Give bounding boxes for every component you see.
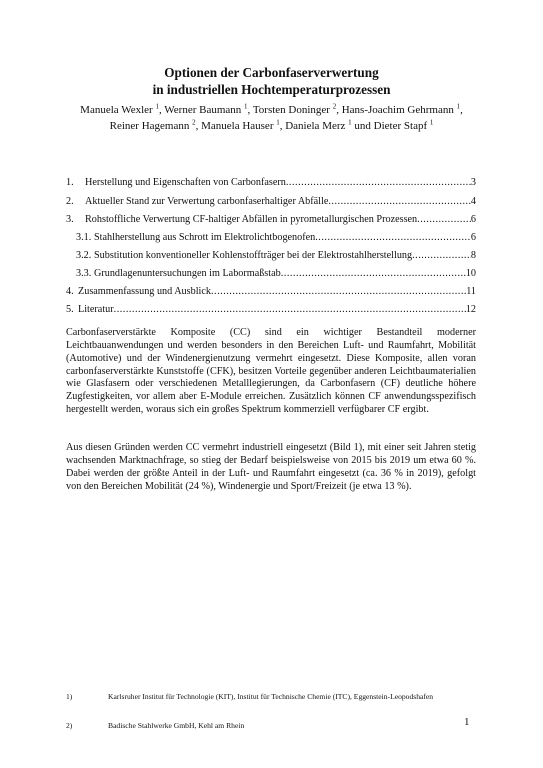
author-separator: , [247, 104, 253, 116]
author-separator: , [336, 104, 342, 116]
paper-title [0, 64, 543, 98]
author-separator: , [460, 104, 463, 116]
body-paragraph: Carbonfaserverstärkte Komposite (CC) sind ein wichtiger Bestandteil moderner Leichtbauanwendungen und werden besonders in den Bereichen Luft- und Raumfahrt, Mobilität (Automotive) und der Windenergienutzung vermehrt eingesetzt. Diese Komposite, allen voran carbonfaserverstärkte Kunststoffe (CFK), besitzen Vorteile gegenüber anderen Leichtbaumaterialien wie Glasfasern oder verschiedenen Metalllegierungen, da Carbonfasern (CF) deutliche höhere Zugfestigkeiten, vor allem aber E-Module erreichen. Zusätzlich können CF anwendungsspezifisch hergestellt werden, woraus sich ein großes Spektrum kommerziell verfügbarer CF ergibt. [66, 327, 476, 416]
toc-entry[interactable] [66, 177, 476, 188]
author-name: Werner Baumann [164, 104, 242, 116]
title-line-1: Optionen der Carbonfaserverwertung [164, 65, 379, 80]
author-separator: und [351, 120, 374, 132]
affiliation-mark: 1 [155, 102, 159, 111]
toc-label: Zusammenfassung und Ausblick [78, 286, 211, 297]
toc-leader [315, 232, 471, 243]
toc-entry[interactable] [76, 232, 476, 243]
toc-entry[interactable] [66, 304, 476, 315]
body-paragraph: Aus diesen Gründen werden CC vermehrt industriell eingesetzt (Bild 1), mit einer seit Jahren stetig wachsenden Marktnachfrage, so stieg der Bedarf beispielsweise von 2015 bis 2019 um etwa 60 %. Dabei werden der größte Anteil in der Luft- und Raumfahrt eingesetzt (ca. 36 % in 2019), gefolgt von den Bereichen Mobilität (24 %), Windenergie und Sport/Freizeit (je etwa 13 %). [66, 442, 476, 492]
author-name: Manuela Wexler [80, 104, 153, 116]
affiliation-mark: 1 [276, 118, 280, 127]
toc-label: Grundlagenuntersuchungen im Labormaßstab [94, 268, 281, 279]
footnote-number: 1) [66, 692, 73, 701]
toc-label: Stahlherstellung aus Schrott im Elektrolichtbogenofen [94, 232, 316, 243]
toc-number: 4. [66, 286, 74, 297]
toc-page: 4 [470, 196, 476, 207]
affiliation-mark: 1 [456, 102, 461, 111]
toc-page: 6 [470, 232, 476, 243]
toc-number: 3. [66, 214, 74, 225]
author-separator: , [158, 104, 165, 116]
author-line-1 [40, 102, 503, 118]
author-separator: , [195, 120, 202, 132]
author-name: Hans-Joachim Gehrmann [341, 104, 454, 116]
toc-page: 10 [465, 268, 476, 279]
toc-label: Substitution konventioneller Kohlenstoffträger bei der Elektrostahlherstellung [94, 250, 413, 261]
toc-label: Herstellung und Eigenschaften von Carbonfasern [85, 177, 286, 188]
affiliation-mark: 1 [348, 118, 352, 127]
toc-leader [114, 304, 466, 315]
author-list [40, 102, 503, 134]
toc-leader [417, 214, 471, 225]
author-name: Manuela Hauser [201, 120, 274, 132]
affiliation-mark: 1 [244, 102, 248, 111]
toc-page: 11 [466, 286, 476, 297]
toc-number: 2. [66, 196, 74, 207]
footnote-text: Badische Stahlwerke GmbH, Kehl am Rhein [108, 721, 245, 730]
toc-entry[interactable] [66, 214, 476, 225]
toc-entry[interactable] [76, 268, 476, 279]
toc-number: 1. [66, 177, 74, 188]
affiliation-mark: 2 [192, 118, 196, 127]
toc-page: 3 [470, 177, 476, 188]
toc-leader [281, 268, 466, 279]
toc-page: 8 [470, 250, 476, 261]
toc-number: 3.3. [76, 268, 92, 279]
toc-label: Rohstoffliche Verwertung CF-haltiger Abfällen in pyrometallurgischen Prozessen [85, 214, 418, 225]
toc-number: 3.1. [76, 232, 92, 243]
toc-leader [412, 250, 471, 261]
toc-label: Aktueller Stand zur Verwertung carbonfaserhaltiger Abfälle [85, 196, 329, 207]
toc-leader [328, 196, 471, 207]
author-name: Daniela Merz [285, 120, 346, 132]
affiliation-mark: 2 [332, 102, 337, 111]
author-separator: , [279, 120, 286, 132]
toc-page: 12 [465, 304, 476, 315]
toc-number: 5. [66, 304, 74, 315]
toc-entry[interactable] [66, 286, 476, 297]
author-line-2 [40, 118, 503, 134]
title-line-2: in industriellen Hochtemperaturprozessen [152, 82, 391, 97]
author-name: Torsten Doninger [252, 104, 330, 116]
toc-entry[interactable] [66, 196, 476, 207]
affiliation-mark: 1 [429, 118, 434, 127]
toc-leader [211, 286, 466, 297]
toc-page: 6 [470, 214, 476, 225]
toc-label: Literatur [78, 304, 114, 315]
toc-number: 3.2. [76, 250, 92, 261]
toc-leader [286, 177, 471, 188]
footnote-number: 2) [66, 721, 73, 730]
footnote-text: Karlsruher Institut für Technologie (KIT), Institut für Technische Chemie (ITC), Eggenstein-Leopodshafen [108, 692, 434, 701]
author-name: Dieter Stapf [373, 120, 428, 132]
toc-entry[interactable] [76, 250, 476, 261]
page-number: 1 [464, 716, 470, 728]
author-name: Reiner Hagemann [109, 120, 190, 132]
